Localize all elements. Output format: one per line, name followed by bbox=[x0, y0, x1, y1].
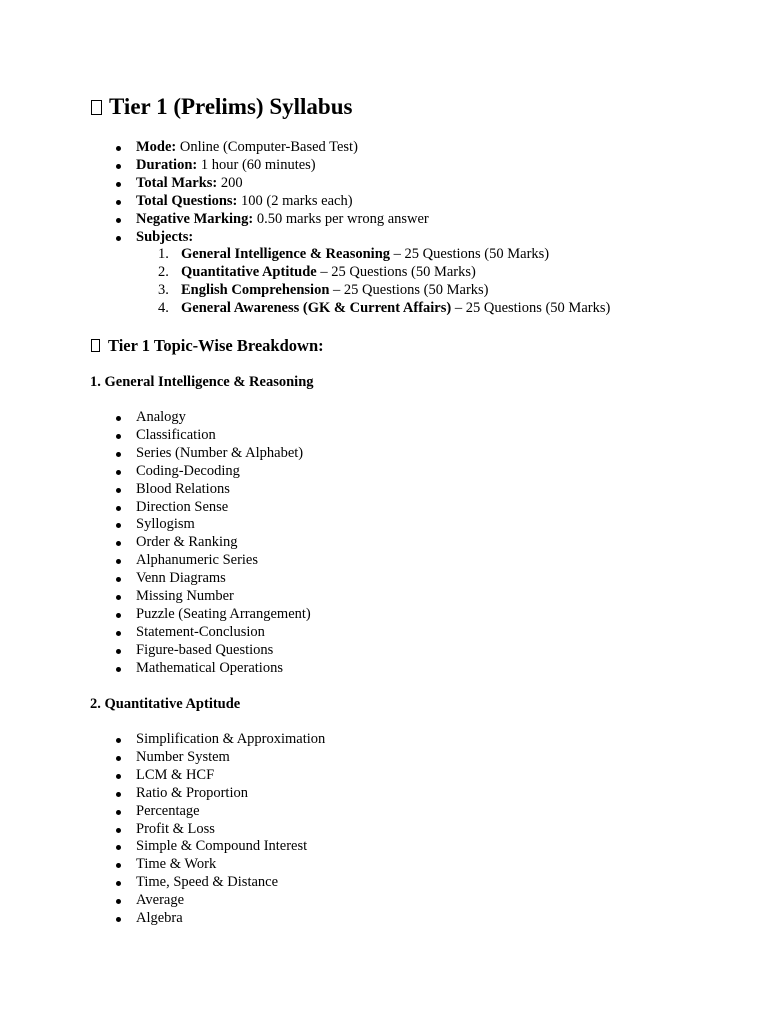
info-label: Subjects: bbox=[136, 228, 194, 245]
list-item: Simple & Compound Interest bbox=[136, 838, 325, 856]
list-item: Algebra bbox=[136, 910, 325, 928]
reasoning-topics-list bbox=[136, 409, 311, 678]
info-value: Online (Computer-Based Test) bbox=[176, 139, 358, 155]
list-item: Time, Speed & Distance bbox=[136, 874, 325, 892]
info-value: 0.50 marks per wrong answer bbox=[253, 210, 429, 227]
subject-item bbox=[158, 282, 736, 300]
missing-glyph-icon bbox=[91, 339, 100, 352]
info-label: Mode: bbox=[136, 139, 177, 155]
info-value: 1 hour (60 minutes) bbox=[197, 156, 316, 173]
list-item: Simplification & Approximation bbox=[136, 731, 326, 747]
subject-number: 2. bbox=[158, 264, 169, 281]
list-item: Classification bbox=[136, 427, 311, 445]
list-item: Venn Diagrams bbox=[136, 570, 311, 588]
list-item: Analogy bbox=[136, 409, 311, 427]
info-label: Negative Marking: bbox=[136, 210, 254, 227]
subject-name: Quantitative Aptitude bbox=[181, 264, 317, 281]
list-item: Missing Number bbox=[136, 588, 311, 606]
breakdown-heading bbox=[91, 336, 324, 356]
list-item: Direction Sense bbox=[136, 499, 311, 517]
subject-detail: – 25 Questions (50 Marks) bbox=[390, 246, 550, 263]
subject-item bbox=[158, 264, 736, 282]
list-item: Blood Relations bbox=[136, 481, 311, 499]
subject-item bbox=[158, 246, 736, 264]
list-item: Coding-Decoding bbox=[136, 463, 311, 481]
list-item: Profit & Loss bbox=[136, 821, 325, 839]
list-item: Figure-based Questions bbox=[136, 642, 311, 660]
list-item: Time & Work bbox=[136, 856, 325, 874]
info-value: 100 (2 marks each) bbox=[237, 192, 353, 209]
list-item: Percentage bbox=[136, 803, 325, 821]
syllabus-title bbox=[91, 93, 352, 121]
list-item: Ratio & Proportion bbox=[136, 785, 325, 803]
list-item: Puzzle (Seating Arrangement) bbox=[136, 605, 311, 622]
subject-detail: – 25 Questions (50 Marks) bbox=[329, 282, 489, 299]
info-item-subjects bbox=[136, 229, 736, 319]
missing-glyph-icon bbox=[91, 100, 102, 115]
info-item-duration bbox=[136, 157, 736, 175]
list-item: Order & Ranking bbox=[136, 534, 311, 552]
list-item: Number System bbox=[136, 749, 325, 767]
info-label: Total Questions: bbox=[136, 192, 238, 209]
quant-topics-list bbox=[136, 731, 325, 928]
subject-name: General Awareness (GK & Current Affairs) bbox=[181, 300, 452, 317]
info-item-total-marks bbox=[136, 175, 736, 193]
info-item-negative-marking bbox=[136, 211, 736, 229]
subjects-list bbox=[158, 246, 736, 318]
info-label: Duration: bbox=[136, 156, 198, 173]
info-value: 200 bbox=[217, 174, 243, 191]
list-item: Alphanumeric Series bbox=[136, 552, 311, 570]
list-item: Syllogism bbox=[136, 516, 311, 534]
subject-number: 4. bbox=[158, 300, 169, 317]
list-item: Mathematical Operations bbox=[136, 660, 311, 678]
list-item: Series (Number & Alphabet) bbox=[136, 445, 311, 463]
info-item-total-questions bbox=[136, 193, 736, 211]
subject-name: General Intelligence & Reasoning bbox=[181, 246, 391, 263]
list-item: LCM & HCF bbox=[136, 767, 325, 785]
subject-name: English Comprehension bbox=[181, 282, 330, 299]
info-item-mode bbox=[136, 139, 736, 157]
reasoning-heading: 1. General Intelligence & Reasoning bbox=[90, 374, 314, 390]
subject-detail: – 25 Questions (50 Marks) bbox=[451, 300, 611, 317]
info-label: Total Marks: bbox=[136, 174, 218, 191]
subject-item bbox=[158, 300, 736, 318]
list-item: Statement-Conclusion bbox=[136, 624, 311, 642]
syllabus-title-text: Tier 1 (Prelims) Syllabus bbox=[109, 94, 353, 119]
exam-info-list bbox=[136, 139, 736, 318]
subject-detail: – 25 Questions (50 Marks) bbox=[316, 264, 476, 281]
breakdown-heading-text: Tier 1 Topic-Wise Breakdown: bbox=[108, 336, 324, 355]
subject-number: 1. bbox=[158, 246, 169, 263]
subject-number: 3. bbox=[158, 282, 169, 299]
quant-heading: 2. Quantitative Aptitude bbox=[90, 696, 241, 712]
list-item: Average bbox=[136, 892, 325, 910]
